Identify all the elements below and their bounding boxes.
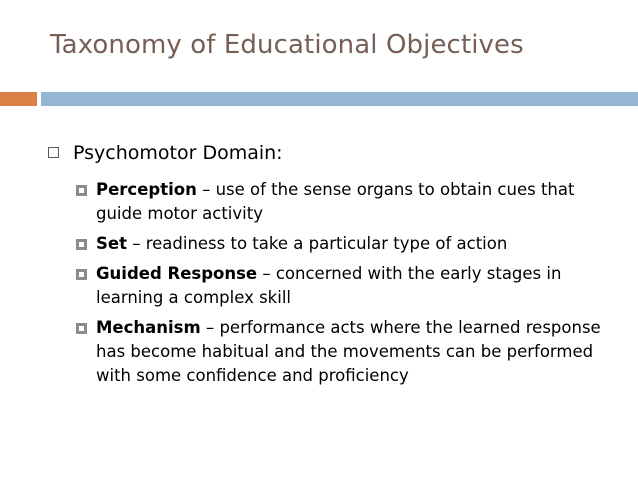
sub-bullet-item-set [74, 232, 614, 256]
hollow-square-bullet-icon [48, 147, 59, 158]
term-label: Set [96, 234, 127, 253]
term-label: Perception [96, 180, 197, 199]
slide-title: Taxonomy of Educational Objectives [50, 30, 524, 60]
sub-bullet-item-perception [74, 178, 614, 226]
sub-bullet-item-mechanism [74, 316, 614, 388]
term-label: Mechanism [96, 318, 201, 337]
framed-square-bullet-icon [76, 185, 87, 196]
bullet-level1 [48, 142, 283, 164]
title-underline-bar [41, 92, 638, 106]
level1-text: Psychomotor Domain: [73, 142, 283, 164]
term-description: – performance acts where the learned response has become habitual and the movements can be performed with some confidence and proficiency [96, 318, 601, 385]
term-description: – concerned with the early stages in learning a complex skill [96, 264, 562, 307]
term-label: Guided Response [96, 264, 258, 283]
framed-square-bullet-icon [76, 323, 87, 334]
sub-bullet-list [74, 178, 614, 394]
title-accent-bar [0, 92, 37, 106]
framed-square-bullet-icon [76, 239, 87, 250]
term-description: – readiness to take a particular type of action [126, 234, 508, 253]
framed-square-bullet-icon [76, 269, 87, 280]
sub-bullet-item-guided-response [74, 262, 614, 310]
term-description: – use of the sense organs to obtain cues that guide motor activity [96, 180, 575, 223]
